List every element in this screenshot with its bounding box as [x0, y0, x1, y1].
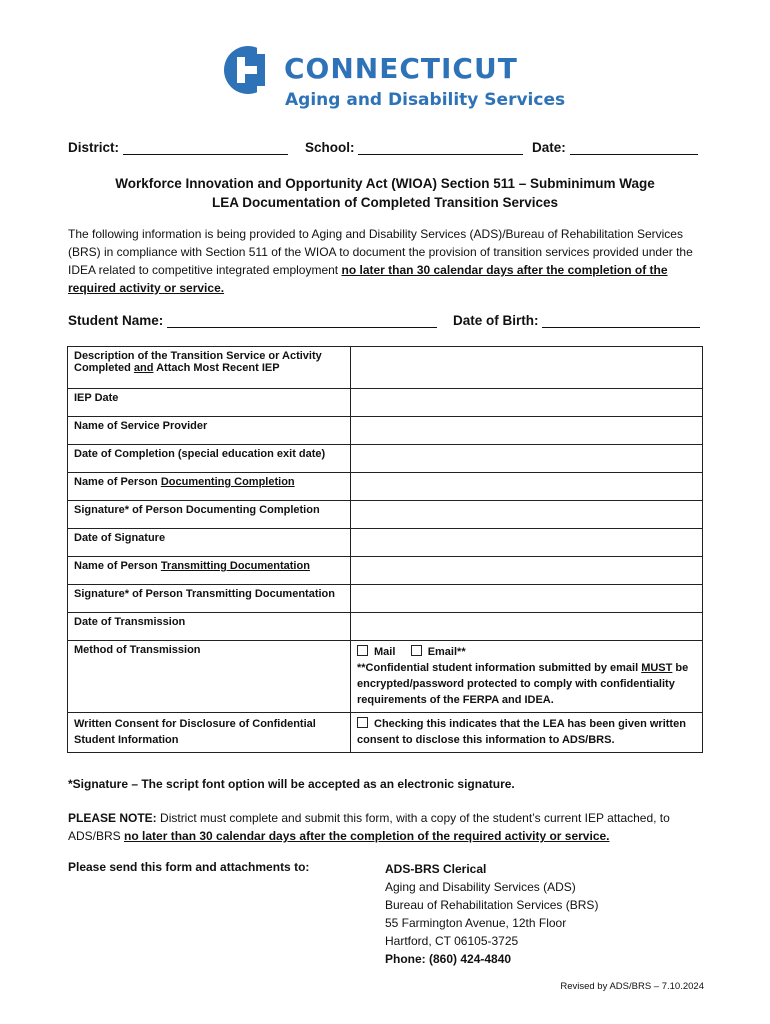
row-label: Signature* of Person Transmitting Documentation — [68, 585, 351, 613]
iep-date-input[interactable] — [351, 389, 703, 417]
address-name: ADS-BRS Clerical — [385, 862, 487, 876]
title-line-2: LEA Documentation of Completed Transition Services — [211, 195, 559, 210]
person-transmitting-input[interactable] — [351, 557, 703, 585]
intro-paragraph — [68, 225, 708, 297]
student-name-line[interactable] — [167, 315, 437, 328]
row-label: Signature* of Person Documenting Completion — [68, 501, 351, 529]
row-label: IEP Date — [68, 389, 351, 417]
address-line: Hartford, CT 06105-3725 — [385, 934, 519, 948]
signature-note: *Signature – The script font option will be accepted as an electronic signature. — [68, 777, 515, 791]
row-label: Name of Person Transmitting Documentation — [68, 557, 351, 585]
address-line: 55 Farmington Avenue, 12th Floor — [385, 916, 567, 930]
table-row — [68, 529, 703, 557]
table-row — [68, 641, 703, 713]
title-line-1: Workforce Innovation and Opportunity Act (WIOA) Section 511 – Subminimum Wage — [115, 176, 655, 191]
email-label: Email** — [427, 646, 466, 658]
district-label: District: — [68, 140, 120, 155]
dob-field[interactable] — [453, 313, 700, 328]
signature-transmitting-input[interactable] — [351, 585, 703, 613]
school-line[interactable] — [358, 142, 523, 155]
date-signature-input[interactable] — [351, 529, 703, 557]
person-documenting-input[interactable] — [351, 473, 703, 501]
school-label: School: — [305, 140, 355, 155]
student-name-label: Student Name: — [68, 313, 164, 328]
table-row — [68, 613, 703, 641]
please-note-emphasis: no later than 30 calendar days after the completion of the required activity or service. — [124, 829, 610, 843]
logo-subtitle: Aging and Disability Services — [285, 90, 566, 110]
row-label: Date of Completion (special education exit date) — [68, 445, 351, 473]
email-checkbox[interactable] — [411, 645, 422, 656]
connecticut-logo-icon — [224, 46, 272, 94]
dob-line[interactable] — [542, 315, 700, 328]
please-note-label: PLEASE NOTE: — [68, 811, 157, 825]
row-label: Date of Signature — [68, 529, 351, 557]
transition-services-table — [67, 346, 703, 753]
form-title — [0, 174, 770, 212]
signature-documenting-input[interactable] — [351, 501, 703, 529]
provider-input[interactable] — [351, 417, 703, 445]
description-input[interactable] — [351, 347, 703, 389]
date-label: Date: — [532, 140, 566, 155]
row-label: Date of Transmission — [68, 613, 351, 641]
district-field[interactable] — [68, 140, 288, 155]
method-cell: Mail Email** **Confidential student information submitted by email MUST be encrypted/password protected to comply with confidentiality requirements of the FERPA and IDEA. — [351, 641, 703, 713]
table-row — [68, 585, 703, 613]
table-row — [68, 389, 703, 417]
revision-note: Revised by ADS/BRS – 7.10.2024 — [560, 981, 704, 992]
row-label: Name of Service Provider — [68, 417, 351, 445]
mail-label: Mail — [374, 646, 396, 658]
table-row — [68, 501, 703, 529]
please-note — [68, 809, 708, 845]
please-note-text: District must complete and submit this form, with a copy of the student’s current IEP attached, to ADS/BRS — [68, 811, 670, 843]
intro-emphasis: no later than 30 calendar days after the completion of the required activity or service. — [68, 263, 668, 295]
dob-label: Date of Birth: — [453, 313, 539, 328]
district-line[interactable] — [123, 142, 288, 155]
table-row — [68, 473, 703, 501]
address-line: Bureau of Rehabilitation Services (BRS) — [385, 898, 599, 912]
student-name-field[interactable] — [68, 313, 437, 328]
table-row — [68, 417, 703, 445]
mail-checkbox[interactable] — [357, 645, 368, 656]
row-label: Written Consent for Disclosure of Confidential Student Information — [68, 713, 351, 753]
table-row — [68, 557, 703, 585]
row-label: Description of the Transition Service or Activity Completed and Attach Most Recent IEP — [68, 347, 351, 389]
consent-checkbox[interactable] — [357, 717, 368, 728]
completion-date-input[interactable] — [351, 445, 703, 473]
address-line: Aging and Disability Services (ADS) — [385, 880, 576, 894]
date-field[interactable] — [532, 140, 698, 155]
table-row — [68, 347, 703, 389]
row-label: Name of Person Documenting Completion — [68, 473, 351, 501]
address-phone: Phone: (860) 424-4840 — [385, 952, 512, 966]
school-field[interactable] — [305, 140, 523, 155]
mailing-address — [385, 860, 598, 968]
date-line[interactable] — [570, 142, 698, 155]
table-row — [68, 445, 703, 473]
date-transmission-input[interactable] — [351, 613, 703, 641]
consent-text: Checking this indicates that the LEA has been given written consent to disclose this information to ADS/BRS. — [357, 718, 686, 746]
row-label: Method of Transmission — [68, 641, 351, 713]
send-to-label: Please send this form and attachments to: — [68, 860, 310, 874]
logo-wordmark: CONNECTICUT — [284, 52, 518, 85]
consent-cell — [351, 713, 703, 753]
table-row — [68, 713, 703, 753]
intro-text: The following information is being provided to Aging and Disability Services (ADS)/Bureau of Rehabilitation Services (BRS) in compliance with Section 511 of the WIOA to document the provision of transition services provided under the IDEA related to competitive integrated employment — [68, 227, 693, 277]
